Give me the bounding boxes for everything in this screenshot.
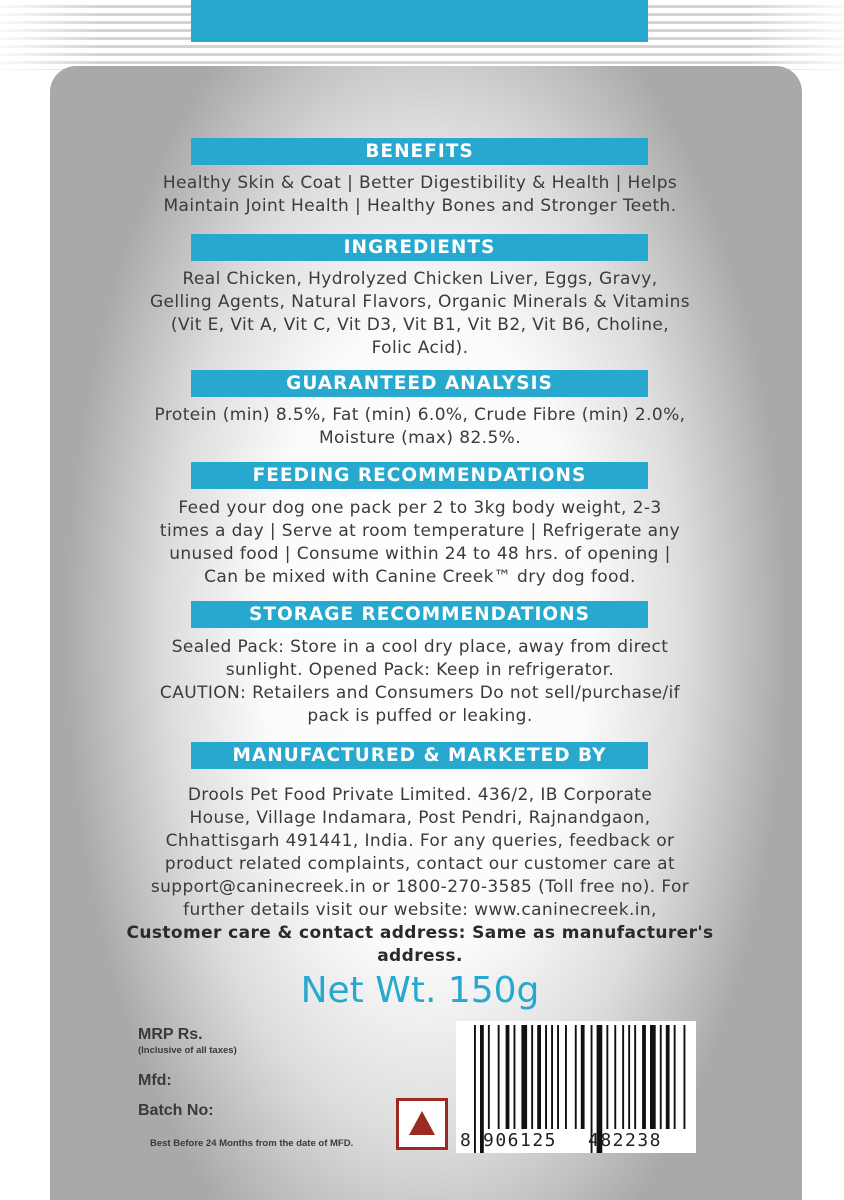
ingredients-heading: INGREDIENTS [191,234,648,261]
manufacturer-heading: MANUFACTURED & MARKETED BY [191,742,648,769]
manufacturer-text [110,784,730,968]
barcode-bar [537,1025,541,1129]
benefits-line: Maintain Joint Health | Healthy Bones and Stronger Teeth. [163,196,677,216]
feeding-line: times a day | Serve at room temperature | Refrigerate any [159,521,681,541]
analysis-heading: GUARANTEED ANALYSIS [191,370,648,397]
mrp-tax-note: (Inclusive of all taxes) [138,1045,237,1056]
feeding-line: Can be mixed with Canine Creek™ dry dog food. [204,567,636,587]
ingredients-text [110,268,730,360]
barcode-left-digits: 906125 [483,1130,558,1151]
barcode-bar [521,1025,527,1129]
mrp-label: MRP Rs. [138,1026,203,1043]
feeding-text [110,497,730,589]
manufacturer-line: further details visit our website: www.caninecreek.in, [183,900,657,920]
barcode-lead-digit: 8 [460,1130,473,1151]
top-accent-tab [191,0,648,42]
barcode-bar [660,1025,662,1129]
storage-heading: STORAGE RECOMMENDATIONS [191,601,648,628]
barcode-bar [557,1025,559,1129]
customer-care-line: address. [377,946,463,966]
warning-triangle-shape [409,1111,435,1135]
ingredients-line: Real Chicken, Hydrolyzed Chicken Liver, Eggs, Gravy, [182,269,658,289]
barcode-bar [488,1025,490,1129]
feeding-line: unused food | Consume within 24 to 48 hrs. of opening | [169,544,671,564]
benefits-text [110,172,730,218]
ingredients-line: Folic Acid). [371,338,469,358]
manufacturer-line: House, Village Indamara, Post Pendri, Rajnandgaon, [189,808,651,828]
barcode-bar [666,1025,670,1129]
barcode-bar [674,1025,676,1129]
barcode-bar [634,1025,636,1129]
storage-line: pack is puffed or leaking. [307,706,533,726]
mfd-label: Mfd: [138,1072,172,1089]
feeding-line: Feed your dog one pack per 2 to 3kg body weight, 2-3 [178,498,662,518]
best-before-note: Best Before 24 Months from the date of MFD. [150,1138,354,1149]
benefits-line: Healthy Skin & Coat | Better Digestibility & Health | Helps [162,173,678,193]
manufacturer-line: Drools Pet Food Private Limited. 436/2, IB Corporate [187,785,653,805]
barcode-bar [650,1025,656,1129]
warning-triangle-icon [396,1098,448,1150]
barcode-bar [545,1025,547,1129]
barcode-bar [474,1025,476,1153]
barcode-bar [506,1025,510,1129]
barcode-bar [642,1025,646,1129]
net-weight: Net Wt. 150g [300,970,540,1011]
storage-text [110,636,730,728]
barcode-bar [628,1025,630,1129]
manufacturer-line: product related complaints, contact our customer care at [164,854,676,874]
barcode-bar [565,1025,567,1129]
ingredients-line: Gelling Agents, Natural Flavors, Organic Minerals & Vitamins [149,292,691,312]
feeding-heading: FEEDING RECOMMENDATIONS [191,462,648,489]
barcode-bar [606,1025,608,1129]
storage-line: CAUTION: Retailers and Consumers Do not sell/purchase/if [159,683,681,703]
barcode-bar [614,1025,616,1129]
barcode-bar [575,1025,577,1129]
barcode-bar [622,1025,624,1129]
analysis-line: Moisture (max) 82.5%. [318,428,522,448]
barcode-bar [581,1025,585,1129]
barcode-right-digits: 482238 [588,1130,663,1151]
barcode-bar [551,1025,553,1129]
barcode-bar [531,1025,533,1129]
ingredients-line: (Vit E, Vit A, Vit C, Vit D3, Vit B1, Vit B2, Vit B6, Choline, [170,315,670,335]
customer-care-line: Customer care & contact address: Same as manufacturer's [126,923,714,943]
manufacturer-line: Chhattisgarh 491441, India. For any queries, feedback or [165,831,675,851]
analysis-line: Protein (min) 8.5%, Fat (min) 6.0%, Crude Fibre (min) 2.0%, [154,405,686,425]
batch-label: Batch No: [138,1102,214,1119]
manufacturer-line: support@caninecreek.in or 1800-270-3585 (Toll free no). For [150,877,690,897]
analysis-text [110,404,730,450]
benefits-heading: BENEFITS [191,138,648,165]
barcode-bar [514,1025,516,1129]
barcode-bar [498,1025,500,1129]
storage-line: sunlight. Opened Pack: Keep in refrigerator. [225,660,615,680]
barcode-bar [684,1025,686,1129]
storage-line: Sealed Pack: Store in a cool dry place, away from direct [171,637,669,657]
